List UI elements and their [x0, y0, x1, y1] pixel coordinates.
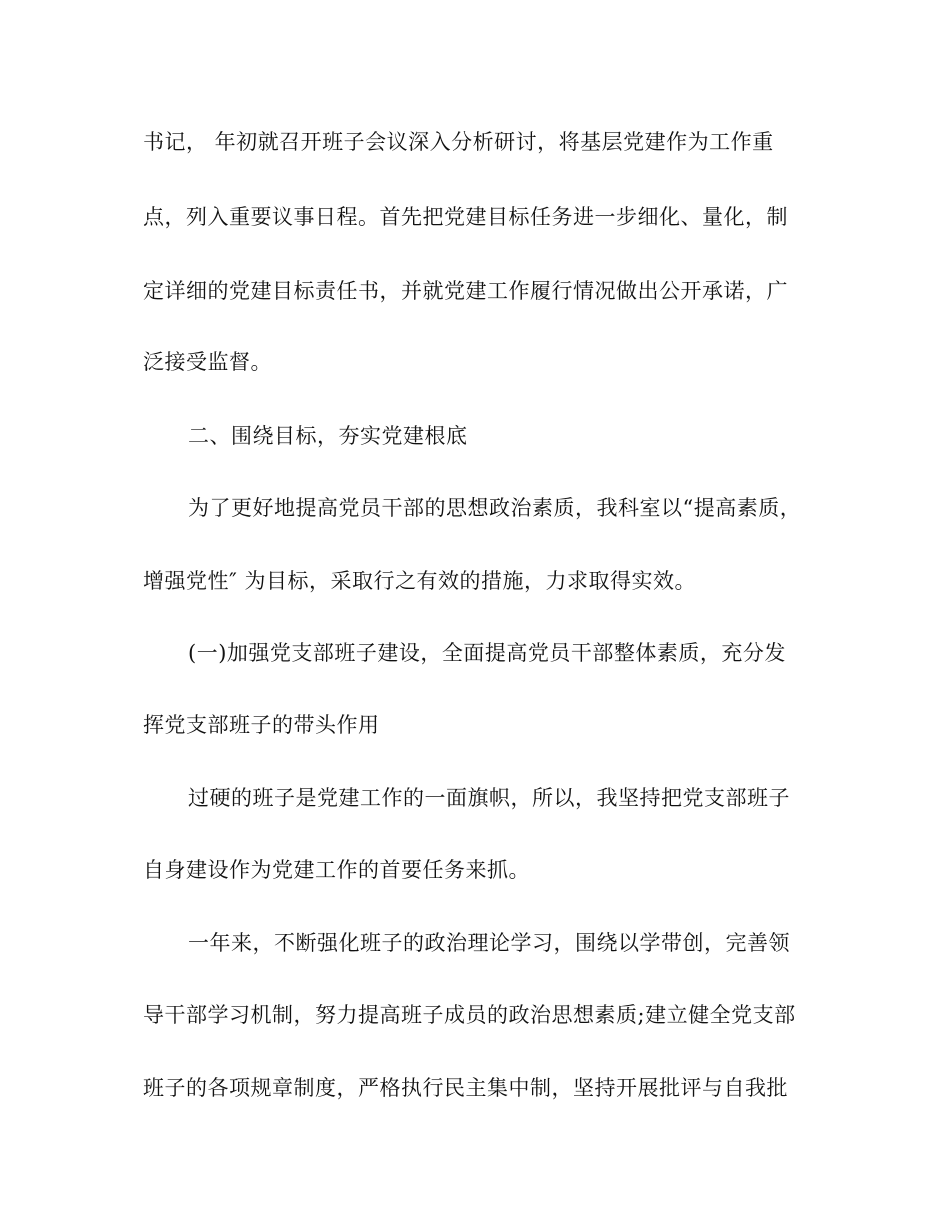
- text-line: 定详细的党建目标责任书，并就党建工作履行情况做出公开承诺，广: [143, 279, 788, 303]
- text-line: 点，列入重要议事日程。首先把党建目标任务进一步细化、量化，制: [143, 205, 788, 229]
- text-line: 导干部学习机制，努力提高班子成员的政治思想素质;建立健全党支部: [143, 1003, 796, 1027]
- text-line: 一年来，不断强化班子的政治理论学习，围绕以学带创，完善领: [188, 931, 790, 955]
- section-heading: 二、围绕目标，夯实党建根底: [188, 424, 468, 448]
- text-line: 过硬的班子是党建工作的一面旗帜，所以，我坚持把党支部班子: [188, 786, 790, 810]
- text-line: 自身建设作为党建工作的首要任务来抓。: [143, 858, 530, 882]
- text-line: 增强党性″ 为目标，采取行之有效的措施，力求取得实效。: [143, 569, 697, 593]
- text-line: 班子的各项规章制度，严格执行民主集中制，坚持开展批评与自我批: [143, 1076, 788, 1100]
- subsection-heading-continued: 挥党支部班子的带头作用: [143, 713, 380, 737]
- text-line: 泛接受监督。: [143, 350, 272, 374]
- text-line: 书记， 年初就召开班子会议深入分析研讨，将基层党建作为工作重: [143, 130, 774, 154]
- subsection-heading: (一)加强党支部班子建设，全面提高党员干部整体素质，充分发: [188, 641, 786, 665]
- text-line: 为了更好地提高党员干部的思想政治素质，我科室以“提高素质，: [188, 496, 802, 520]
